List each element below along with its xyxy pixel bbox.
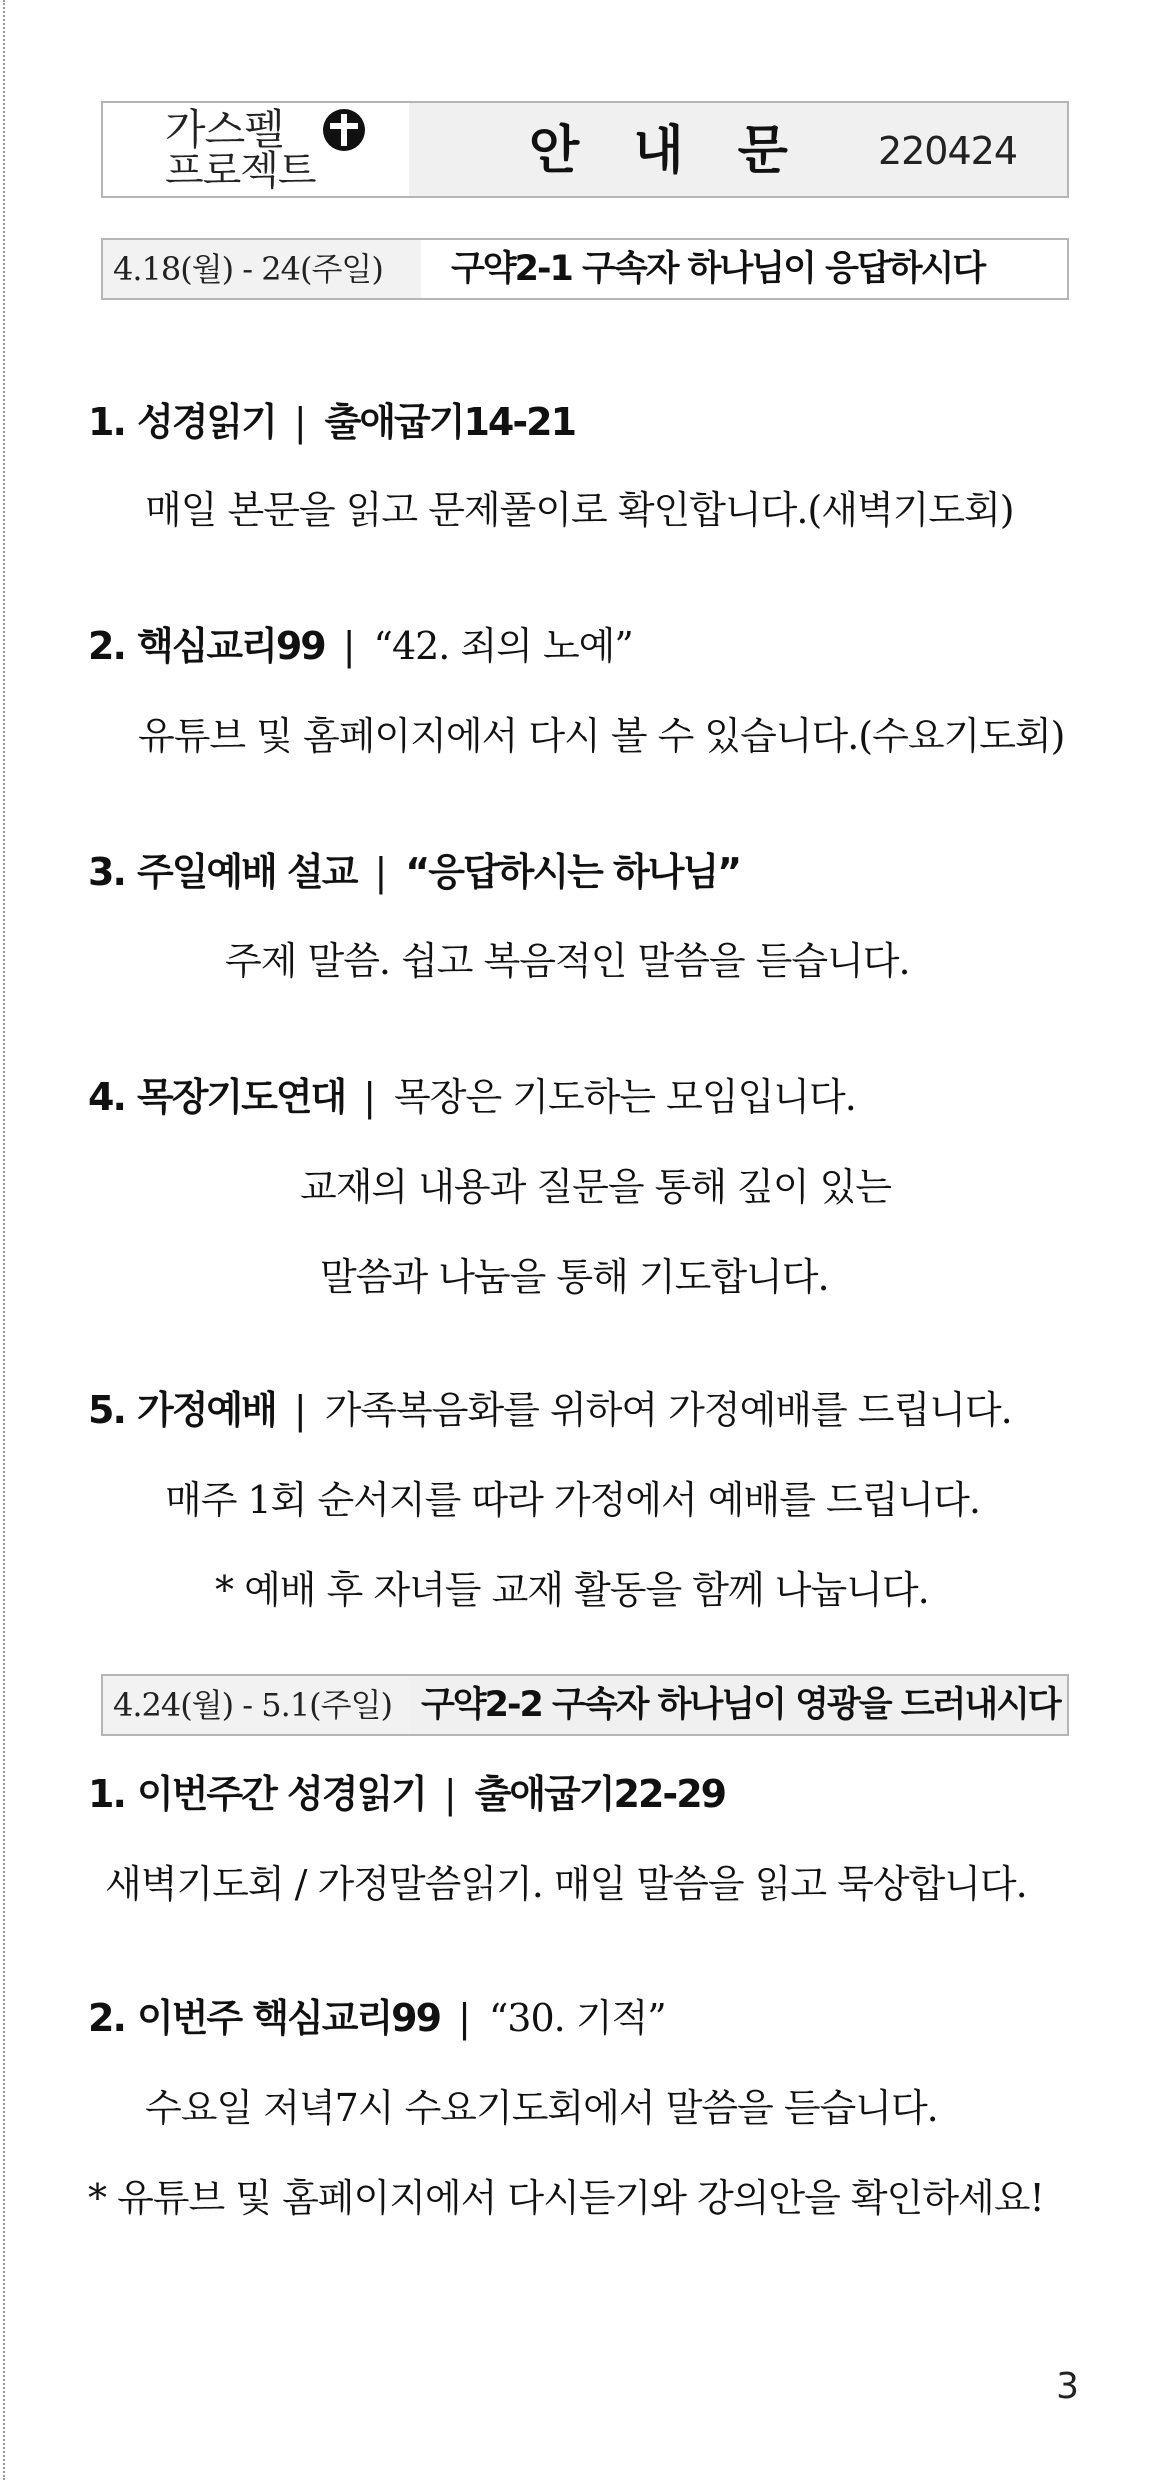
week1-item-3-heading	[88, 848, 740, 896]
week1-item-4-desc-line2: 말씀과 나눔을 통해 기도합니다.	[320, 1255, 829, 1299]
item-title: 목장기도연대	[136, 1075, 346, 1119]
cross-icon	[323, 109, 365, 151]
week1-item-5-desc-line1: 매주 1회 순서지를 따라 가정에서 예배를 드립니다.	[165, 1478, 980, 1522]
item-reference: “응답하시는 하나님”	[405, 850, 741, 894]
item-reference: 출애굽기14-21	[324, 400, 576, 444]
date-code: 220424	[877, 129, 1017, 173]
item-number: 3.	[88, 850, 125, 894]
separator: |	[342, 624, 356, 668]
item-reference: 목장은 기도하는 모임입니다.	[394, 1075, 856, 1119]
week1-item-3-desc: 주제 말씀. 쉽고 복음적인 말씀을 듣습니다.	[225, 939, 910, 983]
separator: |	[374, 850, 388, 894]
item-number: 1.	[88, 400, 125, 444]
week2-banner	[101, 1674, 1069, 1736]
page-title: 안 내 문	[529, 121, 806, 181]
item-number: 5.	[88, 1388, 125, 1432]
gospel-project-logo	[103, 103, 409, 196]
item-title: 이번주간 성경읽기	[136, 1772, 426, 1816]
item-number: 4.	[88, 1075, 125, 1119]
separator: |	[458, 1996, 471, 2040]
logo-text-line2: 프로젝트	[165, 148, 316, 194]
item-number: 2.	[88, 1996, 125, 2040]
week2-item-1-desc: 새벽기도회 / 가정말씀읽기. 매일 말씀을 읽고 묵상합니다.	[105, 1862, 1027, 1906]
week2-item-2-desc-line2: * 유튜브 및 홈페이지에서 다시듣기와 강의안을 확인하세요!	[88, 2176, 1044, 2220]
margin-dotted-rule	[3, 0, 5, 2480]
item-reference: “30. 기적”	[488, 1996, 666, 2040]
week2-lesson-title: 구약2-2 구속자 하나님이 영광을 드러내시다	[409, 1676, 1067, 1734]
week1-item-2-desc: 유튜브 및 홈페이지에서 다시 볼 수 있습니다.(수요기도회)	[138, 714, 1065, 758]
logo-text-line1: 가스펠	[165, 105, 284, 154]
separator: |	[293, 400, 307, 444]
separator: |	[443, 1772, 457, 1816]
item-title: 성경읽기	[136, 400, 276, 444]
item-number: 2.	[88, 624, 125, 668]
item-number: 1.	[88, 1772, 125, 1816]
separator: |	[293, 1388, 307, 1432]
week1-item-1-desc: 매일 본문을 읽고 문제풀이로 확인합니다.(새벽기도회)	[145, 488, 1014, 532]
item-reference: 가족복음화를 위하여 가정예배를 드립니다.	[324, 1388, 1012, 1432]
item-title: 가정예배	[136, 1388, 276, 1432]
item-title: 주일예배 설교	[136, 850, 357, 894]
header-title-cell	[409, 103, 1067, 196]
week1-item-4-heading	[88, 1073, 856, 1121]
week2-item-2-desc-line1: 수요일 저녁7시 수요기도회에서 말씀을 듣습니다.	[145, 2086, 938, 2130]
week2-date-range: 4.24(월) - 5.1(주일)	[103, 1676, 409, 1734]
page-number: 3	[1056, 2366, 1079, 2407]
separator: |	[363, 1075, 377, 1119]
notice-header	[101, 101, 1069, 198]
week1-date-range: 4.18(월) - 24(주일)	[103, 240, 421, 298]
item-title: 이번주 핵심교리99	[136, 1996, 441, 2040]
item-reference: 출애굽기22-29	[474, 1772, 726, 1816]
week2-item-2-heading	[88, 1994, 666, 2042]
week1-item-2-heading	[88, 622, 633, 670]
week1-lesson-title: 구약2-1 구속자 하나님이 응답하시다	[451, 249, 985, 289]
week1-item-5-desc-line2: * 예배 후 자녀들 교재 활동을 함께 나눕니다.	[215, 1568, 929, 1612]
week1-item-5-heading	[88, 1386, 1012, 1434]
week1-item-4-desc-line1: 교재의 내용과 질문을 통해 깊이 있는	[300, 1165, 892, 1209]
item-title: 핵심교리99	[136, 624, 325, 668]
week2-item-1-heading	[88, 1770, 725, 1818]
item-reference: “42. 죄의 노예”	[373, 624, 633, 668]
week1-item-1-heading	[88, 398, 575, 446]
week1-banner	[101, 238, 1069, 300]
